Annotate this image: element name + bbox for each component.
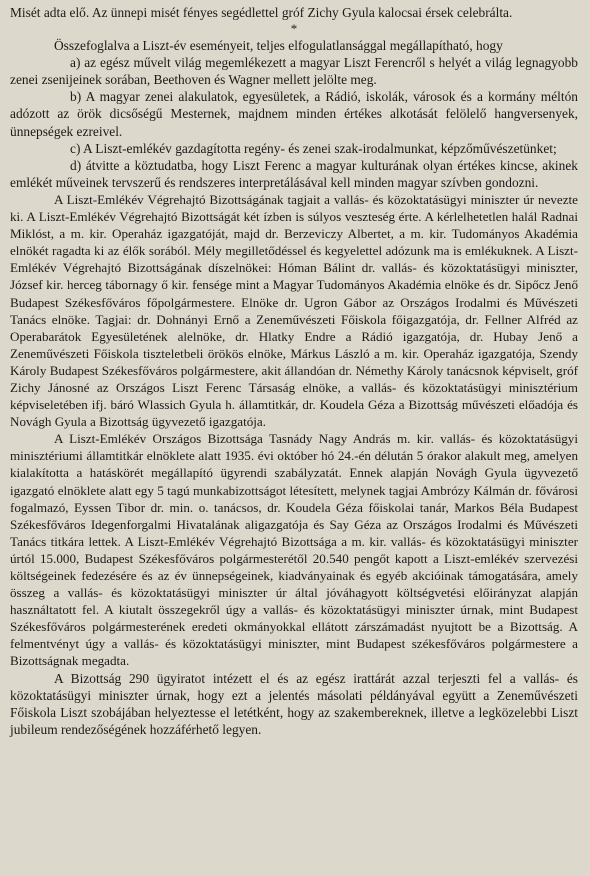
committee-paragraph: A Liszt-Emlékév Végrehajtó Bizottságának tagjait a vallás- és közoktatásügyi miniszter úr nevezte ki. A Liszt-Emlékév Végrehajtó Bizottságát két ízben is súlyos veszteség érte. A kérlelhetetlen halál Radnai Miklóst, a m. kir. Operaház igazgatóját, majd dr. Berzeviczy Albertet, a m. kir. Tudományos Akadémia elnökét ragadta ki az élők sorából. Mély megilletődéssel és kegyelettel adózunk ma is emlékuknek. A Liszt-Emlékév Végrehajtó Bizottságának díszelnökei: Hóman Bálint dr. vallás- és közoktatásügyi miniszter, József kir. herceg tábornagy ő kir. fensége mint a Magyar Tudományos Akadémia elnöke és dr. Sipőcz Jenő Budapest Székesfőváros főpolgármestere. Elnöke dr. Ugron Gábor az Országos Irodalmi és Művészeti Tanács elnöke. Tagjai: dr. Dohnányi Ernő a Zeneművészeti Főiskola főigazgatója, dr. Fellner Alfréd az Operabarátok Egyesületének alelnöke, dr. Hlatky Endre a Rádió igazgatója, dr. Hubay Jenő a Zeneművészeti Főiskola tiszteletbeli örökös elnöke, Márkus László a m. kir. Operaház igazgatója, Szendy Károly Budapest Székesfőváros polgármestere, akit állandóan dr. Némethy Károly tanácsnok képviselt, gróf Zichy Jánosné az Országos Liszt Ferenc Társaság elnöke, a vallás- és közoktatásügyi minisztérium képviseletében ifj. báró Wlassich Gyula h. államtitkár, dr. Koudela Géza a Bizottság művészeti előadója és Novágh Gyula a Bizottság ügyvezető igazgatója. bbox=[10, 191, 578, 430]
opening-paragraph: Misét adta elő. Az ünnepi misét fényes segédlettel gróf Zichy Gyula kalocsai érsek celebrálta. bbox=[10, 5, 513, 20]
summary-intro-paragraph: Összefoglalva a Liszt-év eseményeit, teljes elfogulatlansággal megállapítható, hogy bbox=[54, 38, 503, 54]
section-separator: * bbox=[290, 21, 298, 37]
summary-point-d: d) átvitte a köztudatba, hogy Liszt Ferenc a magyar kulturának olyan értékes kincse, akinek emlékét műveinek tervszerű és rendszeres interpretálásával kell minden magyar szívben gondozni. bbox=[10, 157, 578, 190]
document-body bbox=[10, 4, 578, 738]
summary-point-a: a) az egész művelt világ megemlékezett a magyar Liszt Ferencről s helyét a világ legnagyobb zenei zsenijeinek sorában, Beethoven és Wagner mellett jelölte meg. bbox=[10, 55, 578, 88]
national-committee-paragraph: A Liszt-Emlékév Országos Bizottsága Tasnády Nagy András m. kir. vallás- és közoktatásügyi minisztériumi államtitkár elnöklete alatt 1935. évi október hó 24.-én délután 5 órakor alakult meg, amelyen kialakította a hatáskörét megállapító ügyrendi szabályzatát. Ennek alapján Novágh Gyula ügyvezető igazgató elnöklete alatt egy 5 tagú munkabizottságot létesített, melynek tagjai Ambrózy Kálmán dr. fővárosi fogalmazó, Eyssen Tibor dr. min. o. tanácsos, dr. Koudela Géza főiskolai tanár, Markos Béla Budapest Székesfőváros Idegenforgalmi Hivatalának aligazgatója és Say Géza az Országos Irodalmi és Művészeti Tanács titkára lettek. A Liszt-Emlékév Végrehajtó Bizottsága a m. kir. vallás- és közoktatásügyi miniszter úrtól 15.000, Budapest Székesfőváros polgármesterétől 20.540 pengőt kapott a Liszt-emlékév szervezési költségeinek fedezésére és az év ünnepségeinek, kiadványainak és egyéb akcióinak támogatására, amely összeg a vallás- és közoktatásügyi miniszter úr által jóváhagyott költségvetési előirányzat alapján használtatott fel. A kiutalt összegekről úgy a vallás- és közoktatásügyi miniszter úrnak, mint Budapest Székesfőváros polgármesterének eredeti okmányokkal ellátott zárszámadást nyujtott be a Bizottság. A felmentvényt úgy a vallás- és közoktatásügyi miniszter, mint Budapest székesfőváros polgármestere a Bizottságnak megadta. bbox=[10, 431, 578, 669]
archive-paragraph: A Bizottság 290 ügyiratot intézett el és az egész irattárát azzal terjeszti fel a vallás- és közoktatásügyi miniszter úrnak, hogy ezt a jelentés másolati példányával együtt a Zeneművészeti Főiskola Liszt szobájában helyeztesse el letétként, hogy az szakembereknek, illetve a legközelebbi Liszt jubileum rendezőségének hozzáférhető legyen. bbox=[10, 670, 578, 737]
summary-point-b: b) A magyar zenei alakulatok, egyesületek, a Rádió, iskolák, városok és a kormány méltón adózott az örök dicsőségű Mesternek, majdnem minden értékes alkotását felölelő hangversenyek, ünnepségek ezreivel. bbox=[10, 89, 578, 139]
summary-point-c: c) A Liszt-emlékév gazdagította regény- és zenei szak-irodalmunkat, képzőművészetünket; bbox=[70, 140, 557, 156]
